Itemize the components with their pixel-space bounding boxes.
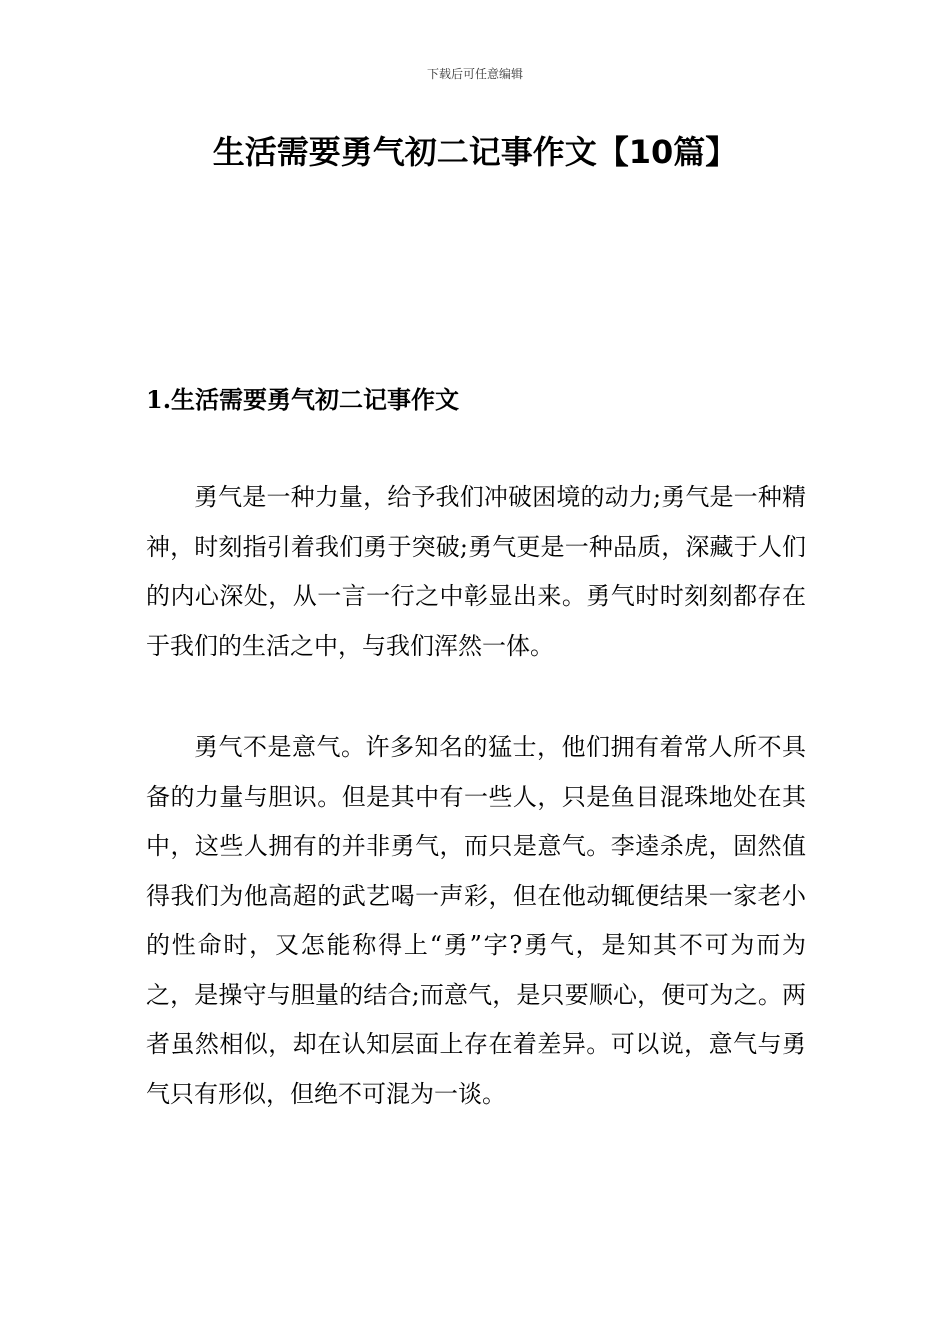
paragraph-1: 勇气是一种力量，给予我们冲破困境的动力;勇气是一种精神，时刻指引着我们勇于突破;勇气更是一种品质，深藏于人们的内心深处，从一言一行之中彰显出来。勇气时时刻刻都存在于我们的生活之中，与我们浑然一体。	[146, 483, 806, 660]
section-heading: 1.生活需要勇气初二记事作文	[146, 385, 460, 414]
header-note: 下载后可任意编辑	[426, 67, 523, 81]
paragraph-2: 勇气不是意气。许多知名的猛士，他们拥有着常人所不具备的力量与胆识。但是其中有一些人，只是鱼目混珠地处在其中，这些人拥有的并非勇气，而只是意气。李逵杀虎，固然值得我们为他高超的武艺喝一声彩，但在他动辄便结果一家老小的性命时，又怎能称得上“勇”字?勇气，是知其不可为而为之，是操守与胆量的结合;而意气，是只要顺心，便可为之。两者虽然相似，却在认知层面上存在着差异。可以说，意气与勇气只有形似，但绝不可混为一谈。	[146, 733, 806, 1108]
document-title: 生活需要勇气初二记事作文【10篇】	[212, 133, 738, 171]
